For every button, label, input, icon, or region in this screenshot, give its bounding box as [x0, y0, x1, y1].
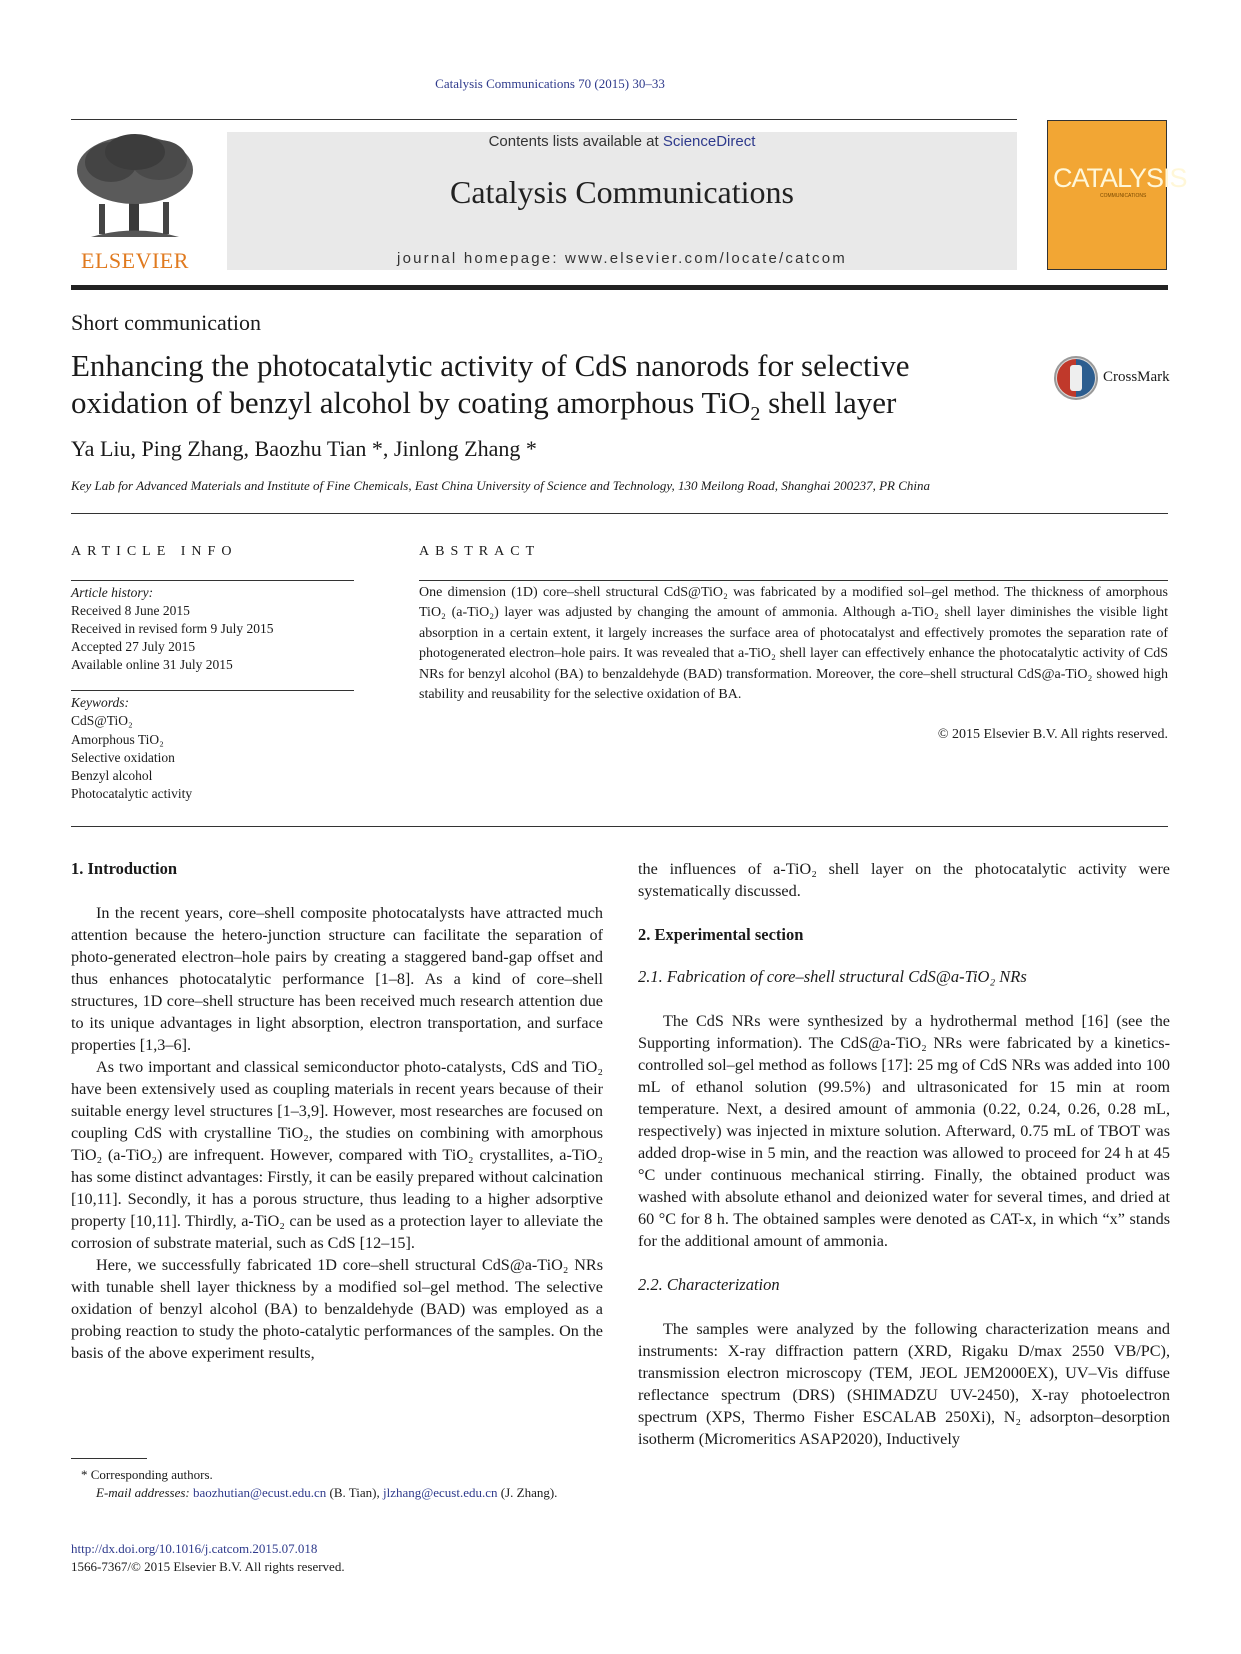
crossmark-label[interactable]: CrossMark: [1103, 369, 1170, 385]
keyword-item: Photocatalytic activity: [71, 786, 193, 802]
intro-paragraph-2: As two important and classical semiconductor photo-catalysts, CdS and TiO₂ have been extensively used as coupling materials in recent years because of their suitable energy level structures [1–3,9]. However, most researches are focused on coupling CdS with crystalline TiO₂, the studies on combining with amorphous TiO₂ (a-TiO₂) are infrequent. However, compared with TiO₂ crystallites, a-TiO₂ has some distinct advantages: Firstly, it can be easily prepared without calcination [10,11]. Secondly, it has a porous structure, thus leading to a higher adsorptive property [10,11]. Thirdly, a-TiO₂ can be used as a protection layer to alleviate the corrosion of substrate material, such as CdS [12–15].: [71, 1058, 603, 1252]
history-item: Received 8 June 2015: [71, 603, 190, 618]
abstract-copyright: © 2015 Elsevier B.V. All rights reserved.: [937, 727, 1168, 742]
abstract-rule: [419, 580, 1168, 581]
section-type: Short communication: [71, 310, 262, 335]
issn-copyright: 1566-7367/© 2015 Elsevier B.V. All rights reserved.: [71, 1559, 345, 1574]
history-item: Accepted 27 July 2015: [71, 639, 196, 654]
characterization-paragraph: The samples were analyzed by the following characterization means and instruments: X-ray diffraction pattern (XRD, Rigaku D/max 2550 VB/PC), transmission electron microscopy (TEM, JEOL JEM2000EX), UV–Vis diffuse reflectance spectrum (DRS) (SHIMADZU UV-2450), X-ray photoelectron spectrum (XPS, Thermo Fisher ESCALAB 250Xi), N₂ adsorpton–desorption isotherm (Micromeritics ASAP2020), Inductively: [638, 1320, 1170, 1448]
history-item: Available online 31 July 2015: [71, 657, 233, 672]
intro-paragraph-1: In the recent years, core–shell composite photocatalysts have attracted much attention because the hetero-junction structure can facilitate the separation of photo-generated electron–hole pairs by creating a staggered band-gap offset and thus enhances photocatalytic performance [1–8]. As a kind of core–shell structures, 1D core–shell structure has been received much research attention due to its unique advantages in light absorption, electron transportation, and surface properties [1,3–6].: [71, 904, 603, 1054]
corresponding-note: * Corresponding authors.: [81, 1467, 213, 1482]
authors: Ya Liu, Ping Zhang, Baozhu Tian *, Jinlong Zhang *: [71, 436, 537, 461]
front-matter-rule: [71, 826, 1168, 827]
journal-homepage[interactable]: journal homepage: www.elsevier.com/locate/catcom: [397, 250, 847, 267]
article-info-heading: ARTICLE INFO: [71, 544, 238, 559]
keyword-item: CdS@TiO₂: [71, 713, 133, 729]
right-column: [638, 858, 1170, 1450]
cover-subtitle: COMMUNICATIONS: [1100, 193, 1147, 199]
sciencedirect-link[interactable]: ScienceDirect: [662, 133, 756, 150]
elsevier-wordmark: ELSEVIER: [81, 248, 189, 273]
subsection-2-1-heading: 2.1. Fabrication of core–shell structural CdS@a-TiO₂ NRs: [638, 967, 1027, 986]
header-thick-rule: [71, 285, 1168, 290]
email-link-tian[interactable]: baozhutian@ecust.edu.cn: [193, 1485, 327, 1500]
crossmark-icon[interactable]: [1053, 355, 1099, 401]
journal-citation[interactable]: Catalysis Communications 70 (2015) 30–33: [435, 76, 665, 91]
subsection-2-2-heading: 2.2. Characterization: [638, 1275, 780, 1294]
contents-available: Contents lists available at ScienceDirect: [488, 133, 756, 150]
keyword-item: Amorphous TiO₂: [71, 731, 164, 747]
email-line: E-mail addresses: baozhutian@ecust.edu.cn (B. Tian), jlzhang@ecust.edu.cn (J. Zhang).: [96, 1485, 558, 1500]
footnote-rule: [71, 1458, 147, 1459]
cover-title: CATALYSIS: [1053, 163, 1187, 193]
left-column: [71, 858, 603, 1364]
keyword-item: Benzyl alcohol: [71, 768, 153, 784]
history-label: Article history:: [71, 585, 154, 600]
keywords: [71, 694, 192, 804]
abstract-heading: ABSTRACT: [419, 544, 541, 559]
affiliation-rule: [71, 513, 1168, 514]
history-item: Received in revised form 9 July 2015: [71, 621, 274, 636]
abstract-text: One dimension (1D) core–shell structural CdS@TiO₂ was fabricated by a modified sol–gel method. The thickness of amorphous TiO₂ (a-TiO₂) layer was adjusted by changing the amount of ammonia. Although a-TiO₂ shell layer diminishes the visible light absorption in a certain extent, it largely increases the surface area of photocatalyst and effectively promotes the separation rate of photogenerated electron–hole pairs. It was revealed that a-TiO₂ shell layer can effectively enhance the photocatalytic activity of CdS NRs for benzyl alcohol (BA) to benzaldehyde (BAD) transformation. Moreover, the core–shell structural CdS@a-TiO₂ showed high stability and reusability for the selective oxidation of BA.: [419, 585, 1168, 703]
elsevier-tree-icon: [71, 132, 199, 244]
journal-cover[interactable]: [1047, 120, 1187, 270]
top-rule: [71, 119, 1017, 120]
intro-continuation: the influences of a-TiO₂ shell layer on the photocatalytic activity were systematically discussed.: [638, 860, 1170, 900]
article-history: [71, 584, 273, 674]
experimental-heading: 2. Experimental section: [638, 925, 804, 944]
doi-block: [71, 1540, 345, 1576]
keywords-rule: [71, 690, 354, 691]
journal-banner: [227, 132, 1017, 270]
doi-link[interactable]: http://dx.doi.org/10.1016/j.catcom.2015.07.018: [71, 1541, 318, 1556]
fabrication-paragraph: The CdS NRs were synthesized by a hydrothermal method [16] (see the Supporting information). The CdS@a-TiO₂ NRs were fabricated by a kinetics-controlled sol–gel method as follows [17]: 25 mg of CdS NRs was added into 100 mL of ethanol solution (99.5%) and ultrasonicated for 15 min at room temperature. Next, a desired amount of ammonia (0.22, 0.24, 0.26, 0.28 mL, respectively) was injected in mixture solution. Afterward, 0.75 mL of TBOT was added drop-wise in 5 min, and the reaction was allowed to proceed for 24 h at 45 °C under continuous mechanical stirring. Finally, the obtained product was washed with absolute ethanol and deionized water for several times, and dried at 60 °C for 8 h. The obtained samples were denoted as CAT-x, in which “x” stands for the additional amount of ammonia.: [638, 1012, 1170, 1250]
email-link-zhang[interactable]: jlzhang@ecust.edu.cn: [383, 1485, 498, 1500]
elsevier-logo[interactable]: [71, 132, 199, 274]
footnote: [71, 1466, 611, 1502]
keywords-label: Keywords:: [71, 695, 129, 710]
intro-heading: 1. Introduction: [71, 859, 178, 878]
journal-title: Catalysis Communications: [450, 174, 794, 210]
article-title: Enhancing the photocatalytic activity of CdS nanorods for selective oxidation of benzyl alcohol by coating amorphous TiO$_2$ shell layer: [71, 348, 910, 426]
intro-paragraph-3: Here, we successfully fabricated 1D core–shell structural CdS@a-TiO₂ NRs with tunable shell layer thickness by a modified sol–gel method. The selective oxidation of benzyl alcohol (BA) to benzaldehyde (BAD) was employed as a probing reaction to study the photo-catalytic performances of the samples. On the basis of the above experiment results,: [71, 1256, 603, 1362]
affiliation: Key Lab for Advanced Materials and Institute of Fine Chemicals, East China University of Science and Technology, 130 Meilong Road, Shanghai 200237, PR China: [71, 478, 930, 493]
article-info-rule: [71, 580, 354, 581]
keyword-item: Selective oxidation: [71, 749, 175, 765]
